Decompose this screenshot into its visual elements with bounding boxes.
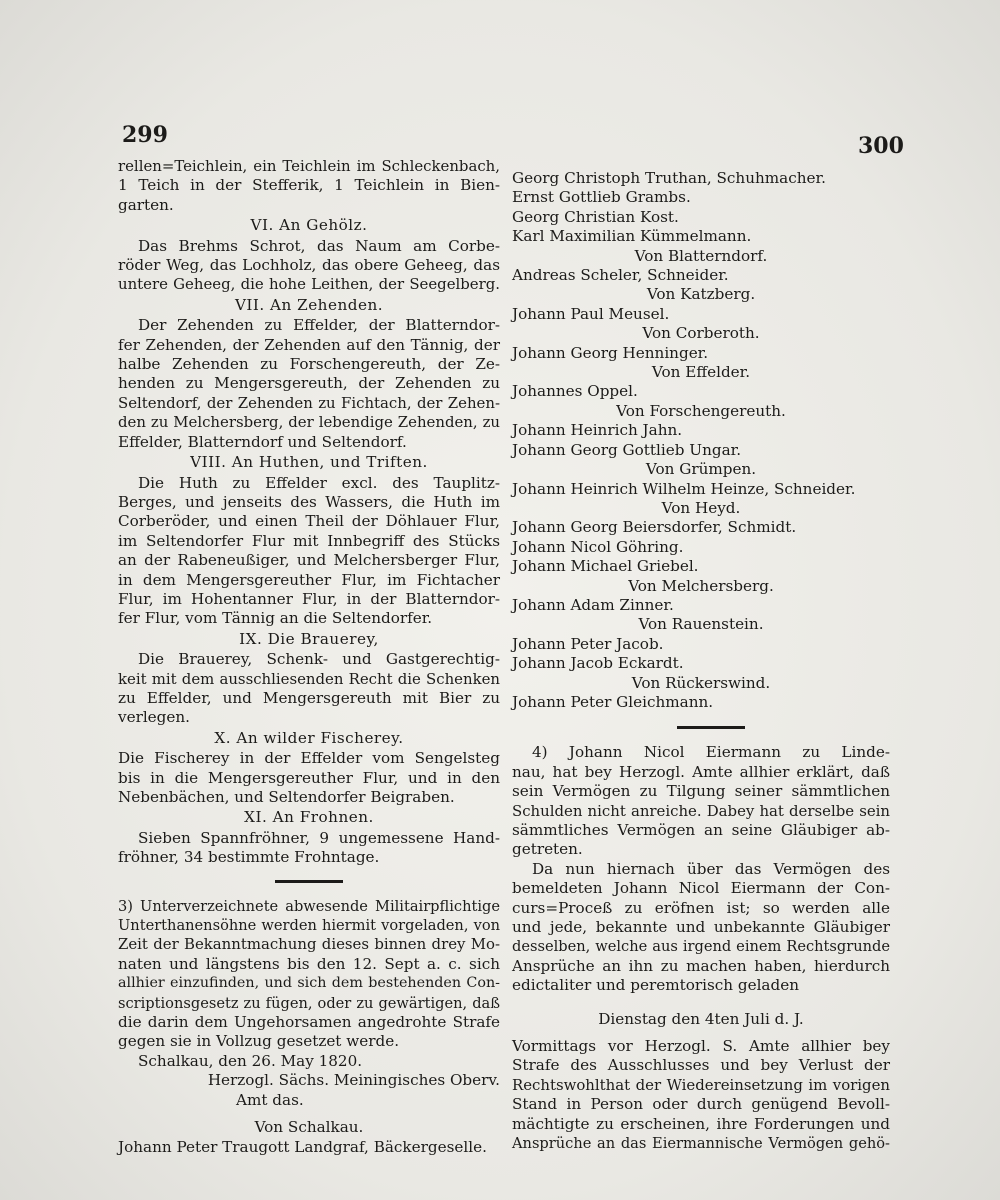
text-line: fröhner, 34 bestimmte Frohntage. — [118, 848, 380, 867]
text-line: untere Geheeg, die hohe Leithen, der Seegelberg. — [118, 275, 500, 294]
text-line: die darin dem Ungehorsamen angedrohte Strafe — [118, 1013, 500, 1032]
text-line: den zu Melchersberg, der lebendige Zehenden, zu — [118, 413, 500, 432]
text-line: Vormittags vor Herzogl. S. Amte allhier bey — [512, 1037, 890, 1056]
place-heading: Von Melchersberg. — [628, 576, 774, 595]
place-heading: Von Rückerswind. — [631, 673, 771, 692]
text-line: gegen sie in Vollzug gesetzet werde. — [118, 1032, 400, 1051]
place-heading: Von Forschengereuth. — [616, 401, 786, 420]
list-item: Johann Michael Griebel. — [512, 557, 699, 576]
section-divider — [275, 880, 343, 883]
right-page-column — [512, 169, 890, 1154]
text-line: scriptionsgesetz zu fügen, oder zu gewärtigen, daß — [118, 994, 500, 1012]
text-line: fer Zehenden, der Zehenden auf den Tännig, der — [118, 335, 500, 354]
list-item: Johann Georg Henninger. — [512, 343, 709, 362]
place-heading: Von Rauenstein. — [638, 615, 764, 634]
text-line: bemeldeten Johann Nicol Eiermann der Con- — [512, 879, 890, 898]
text-line: halbe Zehenden zu Forschengereuth, der Ze- — [118, 355, 500, 374]
text-line: im Seltendorfer Flur mit Innbegriff des Stücks — [118, 531, 500, 550]
text-line: Berges, und jenseits des Wassers, die Huth im — [118, 492, 500, 511]
text-line: allhier einzufinden, und sich dem bestehenden Con- — [118, 975, 500, 992]
text-line: Seltendorf, der Zehenden zu Fichtach, der Zehen- — [118, 393, 500, 412]
text-line: sämmtliches Vermögen an seine Gläubiger ab- — [512, 821, 890, 839]
text-line: Da nun hiernach über das Vermögen des — [532, 859, 890, 878]
text-line: Das Brehms Schrot, das Naum am Corbe- — [138, 236, 500, 255]
text-line: naten und längstens bis den 12. Sept a. c. sich — [118, 954, 500, 973]
text-line: mächtigte zu erscheinen, ihre Forderungen und — [512, 1114, 890, 1133]
place-heading: Von Blatterndorf. — [634, 246, 768, 265]
text-line: garten. — [118, 195, 174, 214]
text-line: an der Rabeneußiger, und Melchersberger Flur, — [118, 551, 500, 570]
list-item: Georg Christian Kost. — [512, 207, 679, 226]
list-item: Johann Georg Beiersdorfer, Schmidt. — [512, 518, 797, 537]
text-line: sein Vermögen zu Tilgung seiner sämmtlichen — [512, 782, 890, 801]
text-line: Rechtswohlthat der Wiedereinsetzung im vorigen — [512, 1075, 890, 1094]
place-heading: Von Katzberg. — [646, 285, 756, 304]
list-item: Johann Paul Meusel. — [512, 304, 670, 323]
text-line: henden zu Mengersgereuth, der Zehenden zu — [118, 374, 500, 393]
text-line: bis in die Mengersgereuther Flur, und in den — [118, 768, 500, 787]
list-item: Johann Nicol Göhring. — [512, 537, 684, 556]
section-heading: Von Schalkau. — [254, 1118, 364, 1137]
text-line: röder Weg, das Lochholz, das obere Geheeg, das — [118, 256, 500, 275]
text-line: Sieben Spannfröhner, 9 ungemessene Hand- — [138, 828, 500, 847]
page-number-right: 300 — [858, 133, 904, 159]
text-line: nau, hat bey Herzogl. Amte allhier erklärt, daß — [512, 762, 890, 781]
section-heading: XI. An Frohnen. — [244, 808, 374, 827]
place-date-line: Schalkau, den 26. May 1820. — [138, 1051, 363, 1070]
section-heading: VI. An Gehölz. — [250, 216, 368, 235]
text-line: Ansprüche an ihn zu machen haben, hierdurch — [512, 956, 890, 975]
section-heading: X. An wilder Fischerey. — [214, 728, 404, 747]
text-line: getreten. — [512, 840, 583, 859]
text-line: zu Effelder, und Mengersgereuth mit Bier zu — [118, 688, 500, 707]
section-divider — [677, 726, 745, 729]
text-line: in dem Mengersgereuther Flur, im Fichtacher — [118, 570, 500, 589]
text-line: edictaliter und peremtorisch geladen — [512, 976, 799, 995]
text-line: verlegen. — [118, 708, 190, 727]
list-item: Georg Christoph Truthan, Schuhmacher. — [512, 169, 826, 187]
text-line: Strafe des Ausschlusses und bey Verlust der — [512, 1056, 890, 1075]
text-line: Die Fischerey in der Effelder vom Sengelsteg — [118, 749, 500, 768]
text-line: keit mit dem ausschliesenden Recht die Schenken — [118, 669, 500, 688]
section-heading: VII. An Zehenden. — [234, 295, 384, 314]
text-line: 1 Teich in der Stefferik, 1 Teichlein in Bien- — [118, 176, 500, 195]
text-line: Flur, im Hohentanner Flur, in der Blatterndor- — [118, 589, 500, 608]
section-heading: IX. Die Brauerey, — [239, 629, 379, 648]
place-heading: Von Heyd. — [661, 498, 741, 517]
text-line: Der Zehenden zu Effelder, der Blatterndor- — [138, 316, 500, 335]
list-item: Johann Peter Gleichmann. — [512, 692, 714, 711]
text-line: desselben, welche aus irgend einem Rechtsgrunde — [512, 938, 890, 956]
list-item: Johann Jacob Eckardt. — [512, 654, 684, 673]
text-line: Die Brauerey, Schenk- und Gastgerechtig- — [138, 650, 500, 669]
text-line: Unterthanensöhne werden hiermit vorgeladen, von — [118, 917, 500, 935]
list-item: Johann Georg Gottlieb Ungar. — [512, 440, 742, 459]
list-item: Andreas Scheler, Schneider. — [512, 266, 729, 285]
signature-line: Herzogl. Sächs. Meiningisches Oberv. — [207, 1071, 500, 1090]
list-item: Ernst Gottlieb Grambs. — [512, 188, 691, 207]
left-page-column — [118, 157, 500, 1157]
text-line: Schulden nicht anreiche. Dabey hat derselbe sein — [512, 801, 890, 820]
date-heading: Dienstag den 4ten Juli d. J. — [598, 1009, 804, 1028]
text-line: und jede, bekannte und unbekannte Gläubiger — [512, 918, 890, 937]
list-item: Johann Heinrich Wilhelm Heinze, Schneider. — [512, 479, 856, 498]
list-item: Johannes Oppel. — [512, 382, 638, 401]
text-line: 3) Unterverzeichnete abwesende Militairpflichtige — [118, 897, 500, 915]
list-item: Johann Peter Jacob. — [512, 634, 664, 653]
text-line: Zeit der Bekanntmachung dieses binnen drey Mo- — [118, 935, 500, 954]
section-heading: VIII. An Huthen, und Triften. — [190, 453, 428, 472]
text-line: Effelder, Blatterndorf und Seltendorf. — [118, 432, 407, 451]
text-line: Die Huth zu Effelder excl. des Tauplitz- — [138, 473, 500, 492]
place-heading: Von Grümpen. — [645, 460, 757, 479]
text-line: rellen=Teichlein, ein Teichlein im Schleckenbach, — [118, 157, 500, 175]
list-item: Karl Maximilian Kümmelmann. — [512, 227, 752, 246]
text-line: Nebenbächen, und Seltendorfer Beigraben. — [118, 788, 455, 806]
text-line: Stand in Person oder durch genügend Bevoll- — [512, 1095, 890, 1114]
text-line: Corberöder, und einen Theil der Döhlauer Flur, — [118, 512, 500, 531]
place-heading: Von Corberoth. — [642, 324, 760, 343]
text-line: 4) Johann Nicol Eiermann zu Linde- — [532, 743, 890, 762]
place-heading: Von Effelder. — [651, 363, 751, 382]
text-line: curs=Proceß zu eröfnen ist; so werden alle — [512, 898, 890, 917]
text-line: Ansprüche an das Eiermannische Vermögen gehö- — [512, 1135, 890, 1153]
list-item: Johann Heinrich Jahn. — [512, 421, 683, 440]
list-item: Johann Adam Zinner. — [512, 595, 674, 614]
text-line: Johann Peter Traugott Landgraf, Bäckergeselle. — [118, 1137, 487, 1156]
text-line: fer Flur, vom Tännig an die Seltendorfer. — [118, 609, 433, 628]
signature-line: Amt das. — [236, 1090, 304, 1109]
page-number-left: 299 — [122, 122, 168, 148]
